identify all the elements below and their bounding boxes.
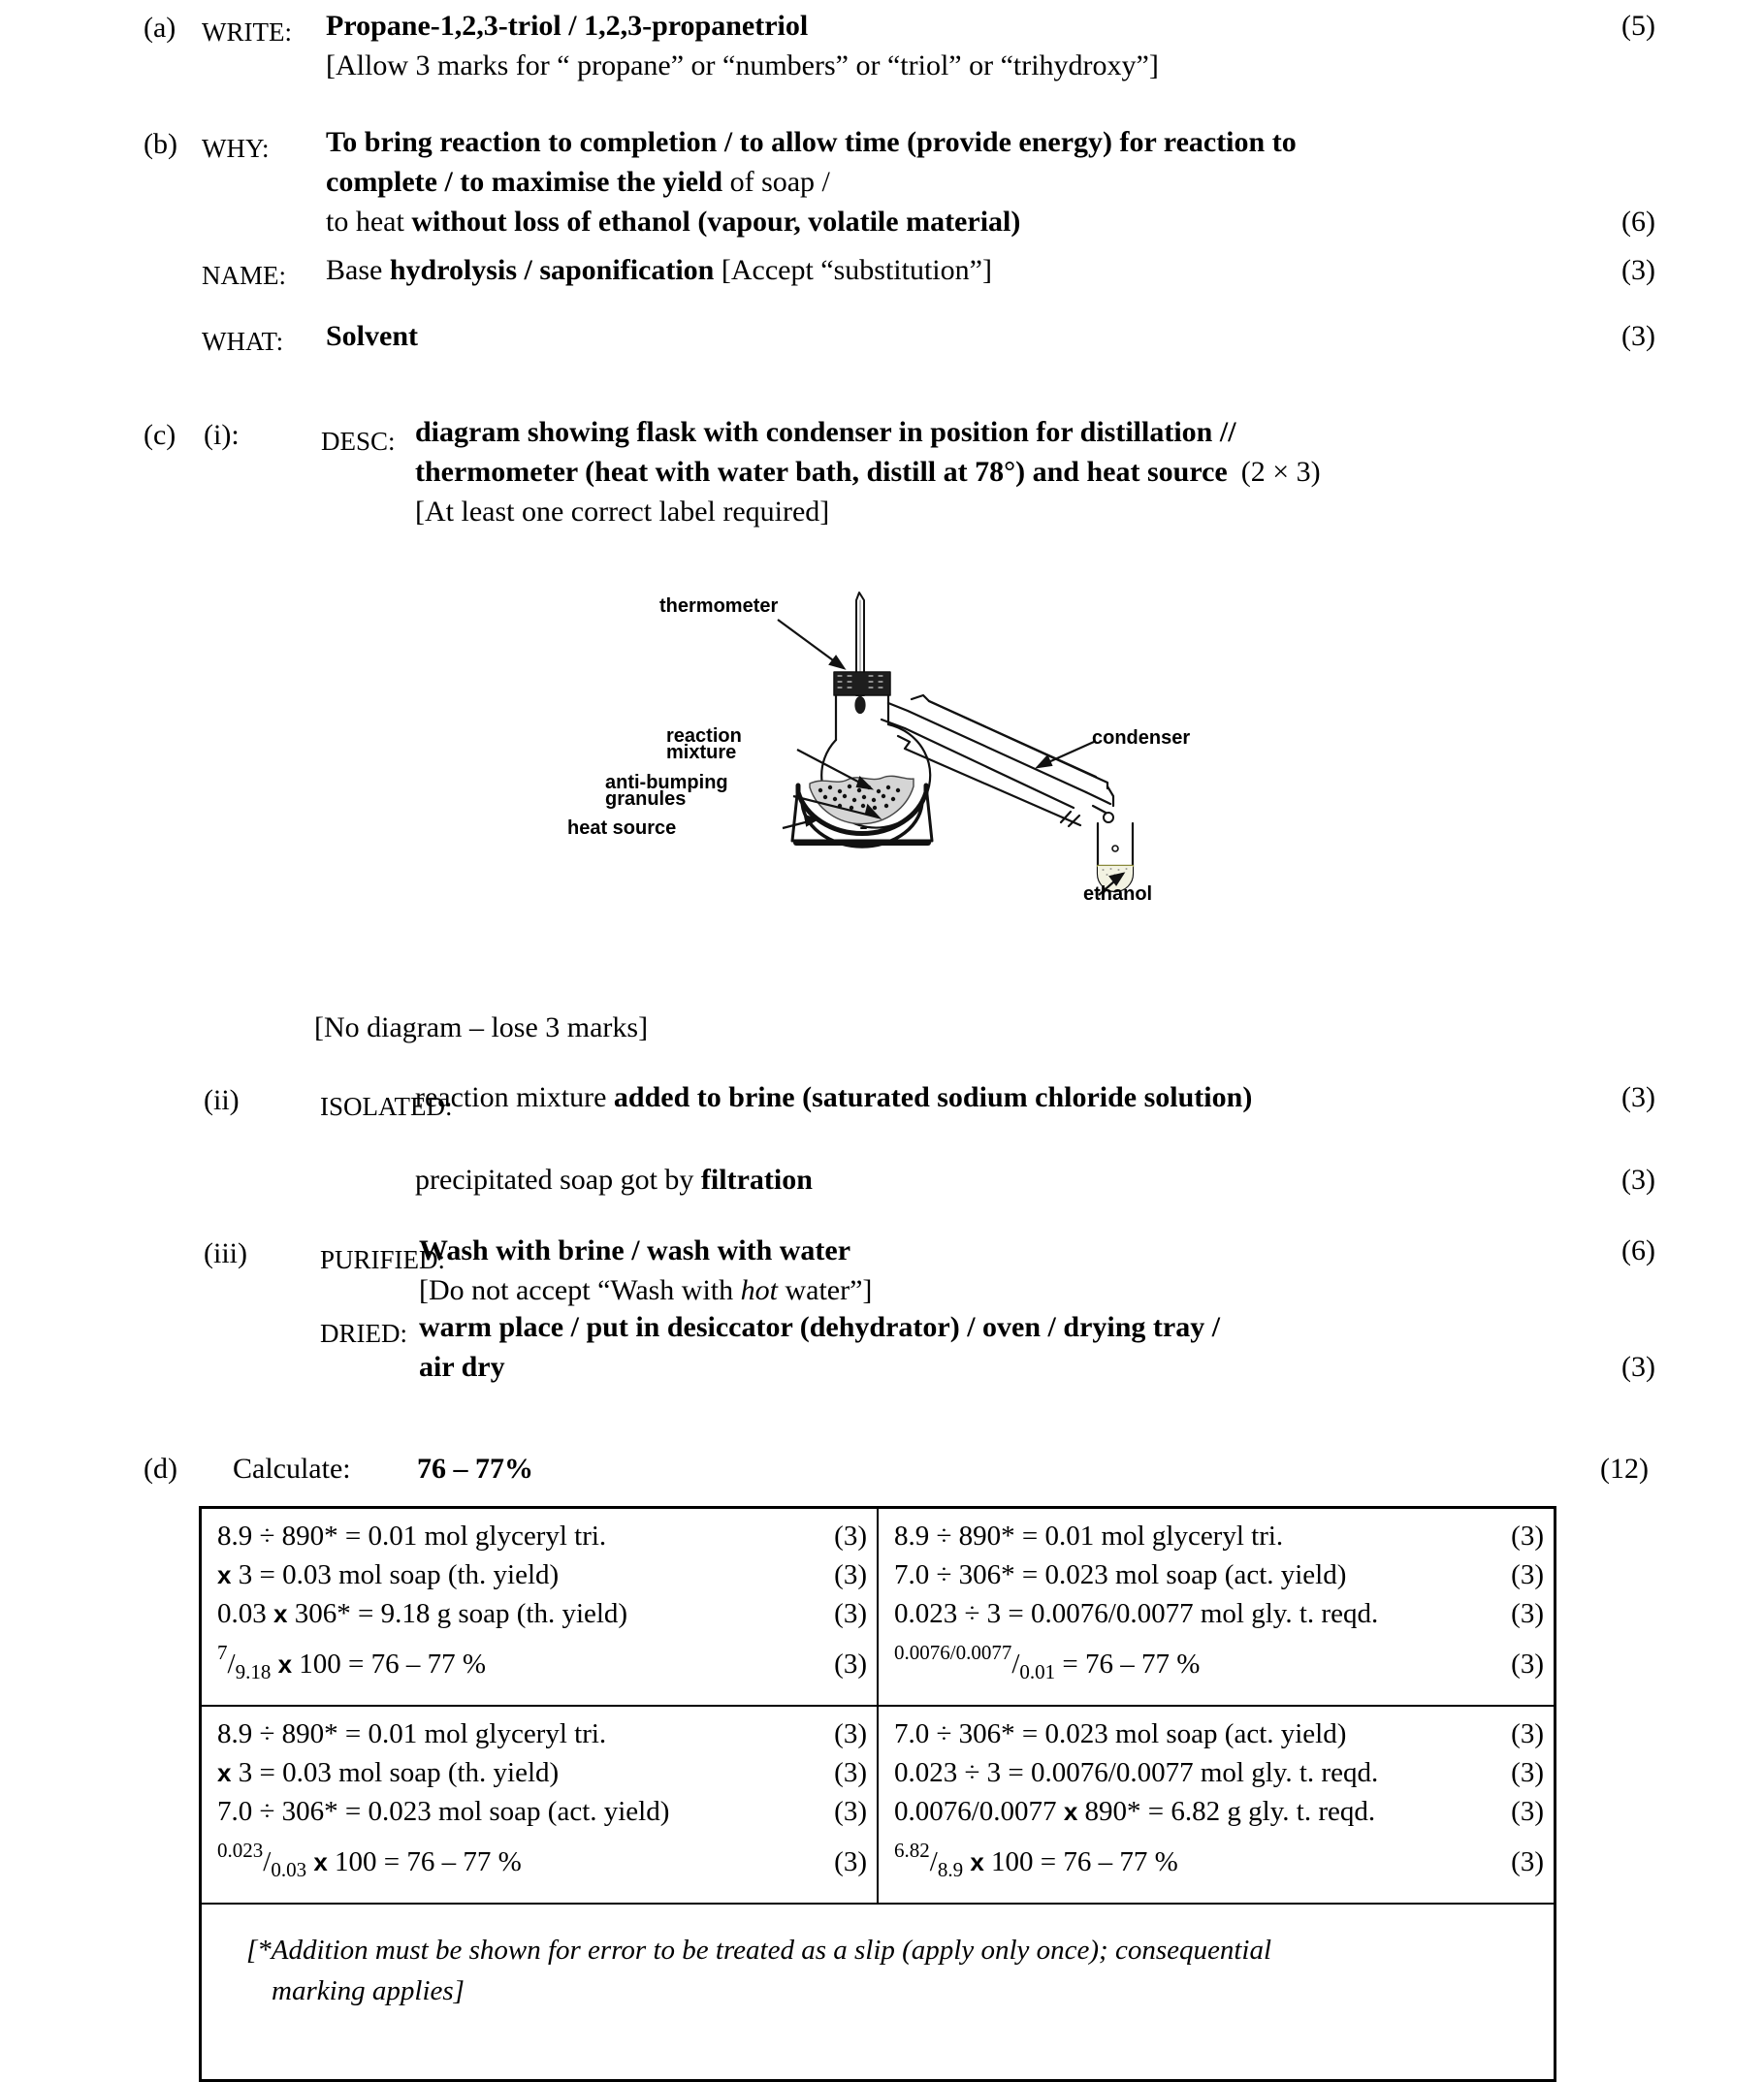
section-c-dried-block [419, 1307, 1563, 1387]
calc-text: 0.023 ÷ 3 = 0.0076/0.0077 mol gly. t. reqd. [894, 1598, 1379, 1629]
section-d-answer-wrap [417, 1449, 533, 1489]
calc-line [894, 1753, 1544, 1792]
cue-desc [321, 421, 396, 462]
calc-line-marks: (3) [834, 1718, 867, 1749]
calc-text: 8.9 ÷ 890* = 0.01 mol glyceryl tri. [894, 1521, 1284, 1552]
cue-why [202, 128, 270, 169]
section-a-note: [Allow 3 marks for “ propane” or “numbers” or “triol” or “trihydroxy”] [326, 49, 1159, 81]
calc-expression [217, 1517, 606, 1555]
calc-text: 890* = 6.82 g gly. t. reqd. [1077, 1796, 1376, 1827]
what-answer: Solvent [326, 320, 419, 352]
cue-purified-label: PURIFIED: [320, 1245, 446, 1274]
cue-name [202, 255, 286, 296]
calc-text: 8.9 ÷ 890* = 0.01 mol glyceryl tri. [217, 1718, 607, 1749]
label-condenser: condenser [1092, 727, 1191, 749]
calc-cell-bottom-left [201, 1706, 879, 1904]
multiply-symbol: x [970, 1847, 984, 1876]
desc-line-3: [At least one correct label required] [415, 496, 830, 528]
section-a-answer: Propane-1,2,3-triol / 1,2,3-propanetriol [326, 10, 809, 42]
calc-line-marks: (3) [1511, 1649, 1544, 1680]
section-b-why-marks: (6) [1621, 206, 1655, 238]
isolated-marks: (3) [1621, 1081, 1655, 1113]
no-diagram-note: [No diagram – lose 3 marks] [314, 1011, 649, 1043]
multiply-symbol: x [277, 1650, 293, 1679]
dried-line-2: air dry [419, 1351, 505, 1383]
cue-calculate [233, 1449, 351, 1489]
cue-dried-label: DRIED: [320, 1319, 407, 1348]
calc-line-marks: (3) [834, 1757, 867, 1788]
filtration-marks: (3) [1621, 1164, 1655, 1196]
section-b-why-block [326, 122, 1548, 241]
calc-expression [894, 1633, 1200, 1691]
table-row [201, 1706, 1556, 1904]
dried-line-1: warm place / put in desiccator (dehydrator) / oven / drying tray / [419, 1311, 1221, 1343]
fraction [217, 1831, 306, 1889]
name-line [326, 250, 1567, 290]
purified-note-italic: hot [740, 1274, 778, 1306]
section-c-purified-block [419, 1231, 1563, 1310]
calc-expression [217, 1633, 486, 1691]
calc-line [217, 1753, 867, 1792]
fraction [894, 1633, 1055, 1691]
section-c-ii-label: (ii) [204, 1084, 240, 1116]
cue-name-label: NAME: [202, 261, 286, 290]
fraction-denominator: 0.01 [1019, 1660, 1056, 1683]
table-row [201, 1508, 1556, 1707]
purified-note-post: water”] [777, 1274, 873, 1306]
calc-text: 306* = 9.18 g soap (th. yield) [287, 1598, 628, 1629]
desc-line-2-bold: thermometer (heat with water bath, distill at 78°) and heat source [415, 456, 1228, 488]
purified-note [419, 1270, 1563, 1310]
fraction-denominator: 0.03 [271, 1858, 307, 1881]
cue-write-label: WRITE: [202, 17, 292, 47]
cue-calculate-label: Calculate: [233, 1453, 351, 1485]
calc-line [894, 1517, 1544, 1555]
calc-line-marks: (3) [834, 1559, 867, 1590]
fraction-denominator: 8.9 [937, 1858, 964, 1881]
calc-line [894, 1792, 1544, 1831]
label-ethanol: ethanol [1083, 883, 1153, 905]
calc-expression [894, 1753, 1378, 1792]
cue-write [202, 12, 292, 52]
calc-text: 3 = 0.03 mol soap (th. yield) [231, 1559, 560, 1590]
calc-line-marks: (3) [1511, 1846, 1544, 1877]
section-c-i-label: (i): [204, 419, 240, 451]
calc-expression [217, 1555, 559, 1594]
calc-expression [894, 1517, 1283, 1555]
calc-expression [894, 1555, 1346, 1594]
fraction [217, 1633, 271, 1691]
filtration-line [415, 1160, 1559, 1200]
label-anti-bumping-line2: granules [605, 788, 687, 810]
calc-footnote-line-1: [*Addition must be shown for error to be treated as a slip (apply only once); consequential [246, 1935, 1272, 1966]
calc-line [894, 1555, 1544, 1594]
calc-expression [894, 1831, 1178, 1889]
calculation-options-table [199, 1506, 1556, 2082]
section-d-marks: (12) [1600, 1453, 1649, 1485]
calc-line-marks: (3) [834, 1521, 867, 1552]
calc-text: 0.0076/0.0077 [894, 1796, 1064, 1827]
calc-line-marks: (3) [1511, 1598, 1544, 1629]
section-d-answer: 76 – 77% [417, 1453, 533, 1485]
name-plain-2: [Accept “substitution”] [714, 254, 992, 286]
section-b-what-block [326, 316, 418, 356]
calc-expression [894, 1594, 1378, 1633]
calc-line-marks: (3) [1511, 1521, 1544, 1552]
section-d-letter [144, 1449, 177, 1489]
calc-text [271, 1649, 277, 1680]
calc-line-marks: (3) [1511, 1718, 1544, 1749]
section-c-iii-label-wrap [204, 1233, 247, 1274]
table-row [201, 1904, 1556, 2081]
calc-expression [217, 1792, 669, 1831]
label-reaction-mixture-line2: mixture [666, 742, 737, 763]
calc-text: 7.0 ÷ 306* = 0.023 mol soap (act. yield) [894, 1718, 1347, 1749]
calc-line [894, 1831, 1544, 1889]
section-b-name-block [326, 250, 1567, 290]
calc-cell-top-left [201, 1508, 879, 1707]
calc-text: 0.03 [217, 1598, 273, 1629]
desc-line-2 [415, 452, 1676, 492]
distillation-apparatus-diagram [567, 587, 1212, 905]
why-line-2-bold: complete / to maximise the yield [326, 166, 723, 198]
calc-footnote-cell [201, 1904, 1556, 2081]
calc-expression [217, 1753, 559, 1792]
calc-expression [217, 1714, 606, 1753]
isolated-plain: reaction mixture [415, 1081, 614, 1113]
multiply-symbol: x [313, 1847, 328, 1876]
fraction-slash: / [227, 1649, 236, 1680]
section-a-label: (a) [144, 12, 176, 44]
why-line-3-bold: without loss of ethanol (vapour, volatile material) [411, 206, 1021, 238]
no-diagram-note-wrap [314, 1008, 648, 1047]
multiply-symbol: x [217, 1560, 232, 1589]
calc-text: 100 = 76 – 77 % [983, 1846, 1178, 1877]
calc-line [217, 1555, 867, 1594]
calc-line-marks: (3) [834, 1846, 867, 1877]
calc-expression [894, 1714, 1346, 1753]
calc-line [894, 1633, 1544, 1691]
section-b-name-marks: (3) [1621, 254, 1655, 286]
section-a-marks: (5) [1621, 10, 1655, 42]
cue-why-label: WHY: [202, 134, 270, 163]
desc-line-2-marks: (2 × 3) [1240, 456, 1321, 488]
purified-note-pre: [Do not accept “Wash with [419, 1274, 741, 1306]
section-c-letter [144, 415, 176, 456]
calc-line-marks: (3) [1511, 1559, 1544, 1590]
why-line-3-plain: to heat [326, 206, 412, 238]
filtration-bold: filtration [700, 1164, 813, 1196]
section-a-letter [144, 8, 176, 48]
calc-text: = 76 – 77 % [1055, 1649, 1201, 1680]
label-thermometer: thermometer [659, 595, 779, 617]
section-c-isolated-block [415, 1077, 1559, 1117]
calc-line [217, 1633, 867, 1691]
purified-marks: (6) [1621, 1234, 1655, 1266]
calc-cell-top-right [878, 1508, 1556, 1707]
section-b-label: (b) [144, 128, 177, 160]
fraction-numerator: 7 [217, 1641, 228, 1664]
calc-line [217, 1594, 867, 1633]
dried-marks: (3) [1621, 1351, 1655, 1383]
calc-expression [217, 1831, 522, 1889]
why-line-2 [326, 162, 1548, 202]
cue-isolated-label: ISOLATED: [320, 1092, 453, 1121]
calc-expression [217, 1594, 627, 1633]
multiply-symbol: x [217, 1758, 232, 1787]
isolated-line [415, 1077, 1559, 1117]
section-c-filtration-block [415, 1160, 1559, 1200]
calc-footnote-line-2: marking applies] [272, 1975, 465, 2006]
fraction-slash: / [1011, 1649, 1020, 1680]
fraction-numerator: 0.0076/0.0077 [894, 1641, 1012, 1664]
label-heat-source: heat source [567, 817, 677, 839]
calc-cell-bottom-right [878, 1706, 1556, 1904]
fraction-denominator: 9.18 [235, 1660, 272, 1683]
filtration-plain: precipitated soap got by [415, 1164, 701, 1196]
label-anti-bumping-line1: anti-bumping [605, 772, 728, 793]
calc-text: 100 = 76 – 77 % [327, 1846, 522, 1877]
name-bold: hydrolysis / saponification [389, 254, 715, 286]
calc-text: 7.0 ÷ 306* = 0.023 mol soap (act. yield) [217, 1796, 670, 1827]
cue-what-label: WHAT: [202, 327, 284, 356]
calc-line [217, 1714, 867, 1753]
fraction-slash: / [263, 1846, 272, 1877]
calc-text: 0.023 ÷ 3 = 0.0076/0.0077 mol gly. t. reqd. [894, 1757, 1379, 1788]
calc-line [217, 1792, 867, 1831]
section-d-label: (d) [144, 1453, 177, 1485]
why-line-1: To bring reaction to completion / to allow time (provide energy) for reaction to [326, 126, 1297, 158]
calc-line-marks: (3) [834, 1649, 867, 1680]
multiply-symbol: x [1063, 1797, 1078, 1826]
calc-text: 7.0 ÷ 306* = 0.023 mol soap (act. yield) [894, 1559, 1347, 1590]
calc-line [894, 1714, 1544, 1753]
section-c-ii-label-wrap [204, 1080, 240, 1121]
fraction-slash: / [929, 1846, 938, 1877]
cue-dried [320, 1313, 407, 1354]
section-c-label: (c) [144, 419, 176, 451]
fraction [894, 1831, 963, 1889]
section-b-what-marks: (3) [1621, 320, 1655, 352]
calc-line [217, 1831, 867, 1889]
calc-line-marks: (3) [1511, 1796, 1544, 1827]
calc-line [217, 1517, 867, 1555]
cue-desc-label: DESC: [321, 427, 396, 456]
section-c-i-label-wrap [204, 415, 240, 456]
fraction-numerator: 6.82 [894, 1839, 930, 1862]
calc-line-marks: (3) [834, 1598, 867, 1629]
why-line-3 [326, 202, 1548, 241]
why-line-2-plain: of soap / [722, 166, 830, 198]
cue-what [202, 321, 283, 362]
calc-text: 3 = 0.03 mol soap (th. yield) [231, 1757, 560, 1788]
calc-line [894, 1594, 1544, 1633]
fraction-numerator: 0.023 [217, 1839, 264, 1862]
isolated-bold: added to brine (saturated sodium chloride solution) [613, 1081, 1253, 1113]
calc-text: 8.9 ÷ 890* = 0.01 mol glyceryl tri. [217, 1521, 607, 1552]
section-b-letter [144, 124, 177, 165]
calc-text: 100 = 76 – 77 % [292, 1649, 487, 1680]
calc-expression [894, 1792, 1375, 1831]
section-c-iii-label: (iii) [204, 1237, 247, 1269]
section-a-answer-block [326, 6, 1470, 85]
name-plain-1: Base [326, 254, 390, 286]
multiply-symbol: x [273, 1599, 288, 1628]
purified-line: Wash with brine / wash with water [419, 1234, 851, 1266]
desc-line-1: diagram showing flask with condenser in position for distillation // [415, 416, 1236, 448]
section-c-desc-block [415, 412, 1676, 531]
label-reaction-mixture-line1: reaction [666, 725, 742, 747]
calc-line-marks: (3) [834, 1796, 867, 1827]
calc-line-marks: (3) [1511, 1757, 1544, 1788]
